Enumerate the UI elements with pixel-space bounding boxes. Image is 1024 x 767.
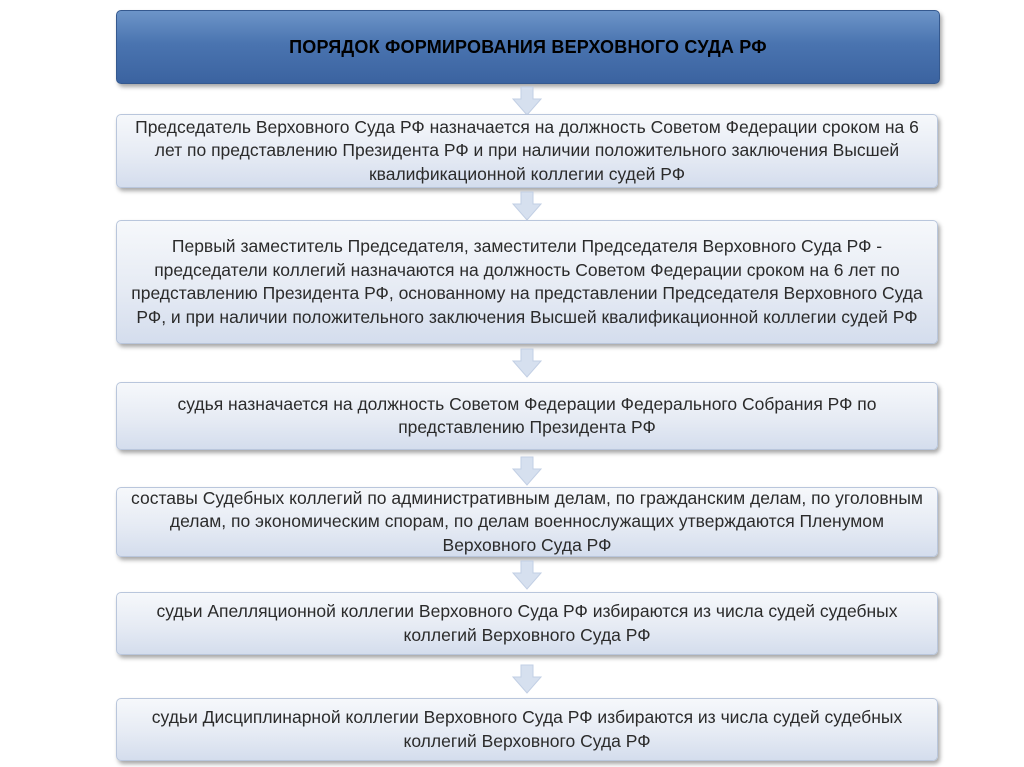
step-text: судья назначается на должность Советом Федерации Федерального Собрания РФ по представлению Президента РФ <box>177 393 877 437</box>
down-arrow-icon <box>512 191 542 221</box>
down-arrow-icon <box>512 456 542 486</box>
down-arrow-icon <box>512 664 542 694</box>
step-box-collegia-composition <box>116 487 938 557</box>
step-box-chairman <box>116 114 938 188</box>
step-box-judge <box>116 382 938 450</box>
step-text: Первый заместитель Председателя, заместители Председателя Верховного Суда РФ - председатели коллегий назначаются на должность Советом Федерации сроком на 6 лет по представлению Президента РФ, основанному на представлении Председателя Верховного Суда РФ, и при наличии положительного заключения Высшей квалификационной коллегии судей РФ <box>131 236 923 327</box>
diagram-title: ПОРЯДОК ФОРМИРОВАНИЯ ВЕРХОВНОГО СУДА РФ <box>289 36 767 57</box>
down-arrow-icon <box>512 560 542 590</box>
step-box-deputies <box>116 220 938 344</box>
step-text: Председатель Верховного Суда РФ назначается на должность Советом Федерации сроком на 6 лет по представлению Президента РФ и при наличии положительного заключения Высшей квалификационной коллегии судей РФ <box>135 116 919 184</box>
step-box-disciplinary-collegium <box>116 698 938 761</box>
step-box-appeal-collegium <box>116 592 938 655</box>
step-text: судьи Апелляционной коллегии Верховного Суда РФ избираются из числа судей судебных коллегий Верховного Суда РФ <box>156 601 898 645</box>
down-arrow-icon <box>512 348 542 378</box>
diagram-title-box <box>116 10 940 84</box>
down-arrow-icon <box>512 86 542 116</box>
step-text: составы Судебных коллегий по административным делам, по гражданским делам, по уголовным делам, по экономическим спорам, по делам военнослужащих утверждаются Пленумом Верховного Суда РФ <box>131 487 923 555</box>
step-text: судьи Дисциплинарной коллегии Верховного Суда РФ избираются из числа судей судебных коллегий Верховного Суда РФ <box>151 707 903 751</box>
